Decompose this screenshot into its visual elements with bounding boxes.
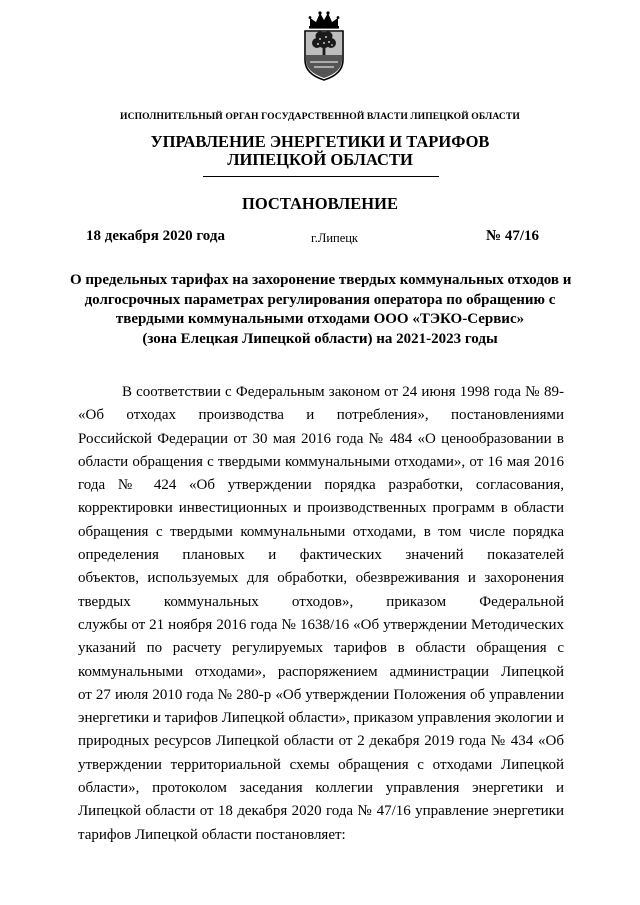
document-number: № 47/16 [486, 228, 539, 244]
body-line: объектов, используемых для обработки, обезвреживания и захоронения [78, 570, 564, 587]
authority-name: ИСПОЛНИТЕЛЬНЫЙ ОРГАН ГОСУДАРСТВЕННОЙ ВЛАСТИ ЛИПЕЦКОЙ ОБЛАСТИ [120, 111, 520, 122]
body-line: указаний по расчету регулируемых тарифов в области обращения с [78, 640, 564, 657]
department-name [0, 133, 640, 169]
body-line: корректировки инвестиционных и производственных программ в области [78, 500, 564, 517]
body-line: года № 424 «Об утверждении порядка разработки, согласования, [78, 477, 564, 494]
body-line: твердых коммунальных отходов», приказом Федеральной [78, 593, 564, 610]
body-line: коммунальными отходами», распоряжением администрации Липецкой [78, 663, 564, 680]
body-line: тарифов Липецкой области постановляет: [78, 826, 346, 843]
subject-line: твердыми коммунальными отходами ООО «ТЭКО-Сервис» [115, 311, 525, 327]
body-line: области обращения с твердыми коммунальными отходами», от 16 мая 2016 [78, 453, 564, 470]
document-body [78, 381, 564, 847]
body-line: определения плановых и фактических значений показателей [78, 547, 564, 564]
body-line: утверждении территориальной схемы обращения с отходами Липецкой [78, 756, 564, 773]
body-line: службы от 21 ноября 2016 года № 1638/16 «Об утверждении Методических [78, 616, 564, 633]
document-type: ПОСТАНОВЛЕНИЕ [242, 194, 398, 213]
document-subject [70, 271, 570, 349]
department-line-2: ЛИПЕЦКОЙ ОБЛАСТИ [227, 150, 413, 169]
body-line: «Об отходах производства и потребления», постановлениями [78, 407, 564, 424]
coat-of-arms-icon [300, 10, 348, 82]
subject-line: (зона Елецкая Липецкой области) на 2021-2023 годы [142, 330, 498, 347]
subject-line: О предельных тарифах на захоронение твердых коммунальных отходов и [70, 272, 572, 288]
header-divider [203, 176, 439, 177]
body-line: от 27 июля 2010 года № 280-р «Об утверждении Положения об управлении [78, 686, 564, 703]
body-line: В соответствии с Федеральным законом от 24 июня 1998 года № 89- [122, 384, 564, 400]
subject-line: долгосрочных параметрах регулирования оператора по обращению с [84, 291, 556, 308]
document-city: г.Липецк [311, 231, 359, 245]
body-line: природных ресурсов Липецкой области от 2 декабря 2019 года № 434 «Об [78, 733, 564, 750]
body-line: обращения с твердыми коммунальными отходами, в том числе порядка [78, 523, 564, 540]
body-line: энергетики и тарифов Липецкой области», приказом управления экологии и [78, 710, 564, 727]
document-date: 18 декабря 2020 года [86, 228, 225, 244]
department-line-1: УПРАВЛЕНИЕ ЭНЕРГЕТИКИ И ТАРИФОВ [150, 132, 490, 151]
body-line: Липецкой области от 18 декабря 2020 года № 47/16 управление энергетики [78, 803, 564, 820]
body-line: Российской Федерации от 30 мая 2016 года № 484 «О ценообразовании в [78, 430, 564, 447]
body-line: области», протоколом заседания коллегии управления энергетики и [78, 780, 564, 797]
